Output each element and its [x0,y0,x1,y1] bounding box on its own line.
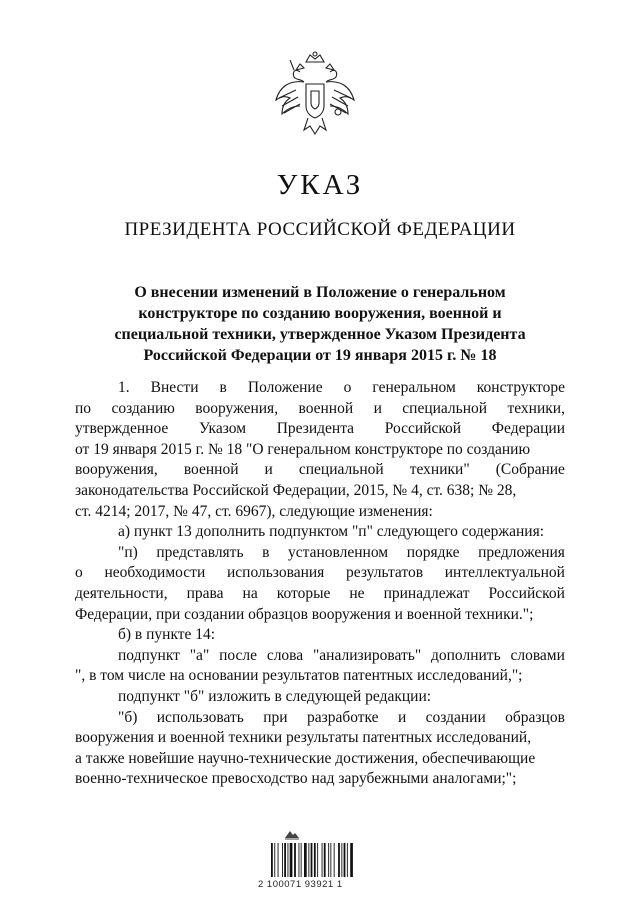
body-line [75,708,565,729]
body-line [75,543,565,564]
body-word: специальной [298,461,384,479]
body-word: "анализировать" [312,646,422,664]
body-word: "б) [118,708,138,726]
body-word: утвержденное [75,420,169,438]
body-word: и [373,399,382,417]
printing-house-logo-icon [284,827,300,839]
body-word: предложения [478,543,565,561]
body-word: в [262,543,270,561]
body-line [75,563,565,584]
body-line [75,460,565,481]
body-word: создании [425,708,486,726]
issuer-subtitle: ПРЕЗИДЕНТА РОССИЙСКОЙ ФЕДЕРАЦИИ [124,219,516,240]
body-word: необходимости [104,564,206,582]
body-word: на [242,584,258,602]
body-word: военной [183,461,239,479]
body-line: подпункт "б" изложить в следующей редакции: [118,687,432,705]
body-word: разработке [306,708,379,726]
body-line [75,646,565,667]
body-word: созданию [111,399,175,417]
body-word: использования [226,564,325,582]
body-word: вооружения, [75,461,158,479]
body-line: вооружения и военной техники результаты патентных исследований, [75,729,532,747]
body-word: подпункт [118,646,180,664]
body-word: при [263,708,288,726]
decree-title [80,282,560,366]
decree-body [75,378,565,790]
body-word: интеллектуальной [444,564,565,582]
body-word: Российской [488,584,565,602]
body-word: о [75,564,83,582]
body-word: установленном [288,543,389,561]
body-line: а) пункт 13 дополнить подпунктом "п" следующего содержания: [118,523,545,541]
body-word: принадлежат [383,584,470,602]
document-type-title: УКАЗ [276,169,364,201]
body-word: генеральном [372,379,456,396]
body-word: 1. [118,379,130,396]
body-word: не [349,584,365,602]
barcode-icon [270,843,370,877]
decree-title-line: конструкторе по созданию вооружения, военной и [138,305,502,322]
body-word: Внести [150,379,199,396]
body-word: (Собрание [495,461,565,479]
body-line: ст. 4214; 2017, № 47, ст. 6967), следующие изменения: [75,502,433,520]
body-word: образцов [505,708,565,726]
body-line: ", в том числе на основании результатов патентных исследований,"; [75,667,523,685]
body-word: которые [276,584,331,602]
decree-title-line: О внесении изменений в Положение о генеральном [134,284,506,301]
body-line [75,584,565,605]
decree-title-line: специальной техники, утвержденное Указом Президента [114,326,526,343]
body-word: использовать [156,708,244,726]
russian-coat-of-arms-icon [270,50,360,140]
body-word: вооружения, [195,399,279,417]
body-line: законодательства Российской Федерации, 2015, № 4, ст. 638; № 28, [75,481,517,499]
body-word: порядке [406,543,460,561]
body-line [75,419,565,440]
body-line: б) в пункте 14: [118,626,216,644]
body-line: а также новейшие научно-технические достижения, обеспечивающие [75,749,536,767]
body-word: представлять [156,543,244,561]
body-word: Российской [384,420,462,438]
body-word: в [219,379,227,396]
body-word: права [186,584,224,602]
body-word: результатов [346,564,424,582]
body-word: Федерации [491,420,565,438]
body-line [75,378,565,399]
body-word: техники, [507,399,565,417]
body-word: словами [510,646,565,664]
body-word: после [219,646,258,664]
body-word: и [397,708,407,726]
body-line: от 19 января 2015 г. № 18 "О генеральном конструкторе по созданию [75,440,531,458]
body-word: слова [266,646,304,664]
body-word: "а" [189,646,210,664]
body-line: Федерации, при создании образцов вооружения и военной техники."; [75,605,534,623]
body-word: Указом [198,420,247,438]
body-word: Президента [276,420,355,438]
body-word: техники" [409,461,470,479]
body-word: Положение [247,379,323,396]
body-word: и [264,461,273,479]
barcode-number: 2 100071 93921 1 [258,879,343,890]
body-line [75,399,565,420]
body-word: деятельности, [75,584,168,602]
decree-title-line: Российской Федерации от 19 января 2015 г. № 18 [143,347,497,364]
body-word: по [75,399,92,417]
body-word: дополнить [431,646,501,664]
body-line: военно-техническое превосходство над зарубежными аналогами;"; [75,770,517,788]
body-word: специальной [402,399,488,417]
body-word: "п) [118,543,138,561]
body-word: о [343,379,352,396]
body-word: военной [298,399,354,417]
body-word: конструкторе [476,379,565,396]
